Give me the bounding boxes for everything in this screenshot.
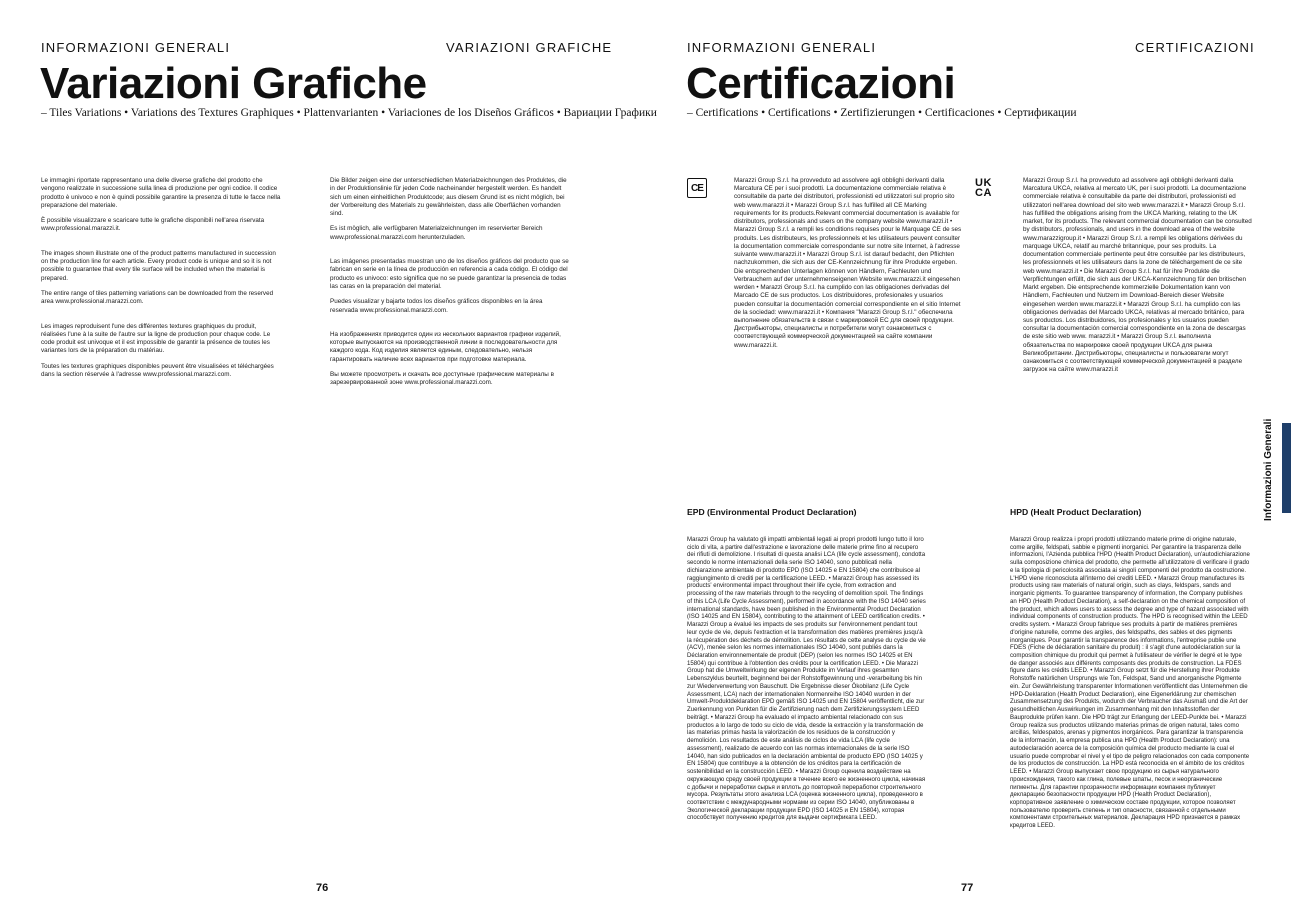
ukca-mark-icon	[975, 178, 992, 199]
left-section-label: INFORMAZIONI GENERALI	[41, 40, 231, 55]
paragraph: На изображениях приводится один из нескольких вариантов графики изделий, которые выпускаются на производственной линии в последовательности для каждого кода. Код изделия является единым, следовательно, нельзя гарантировать наличие всех вариантов при подготовке материала.	[330, 330, 561, 363]
left-text-column-1	[41, 177, 283, 386]
left-text-column-2	[330, 177, 572, 395]
ce-certification-text: Marazzi Group S.r.l. ha provveduto ad assolvere agli obblighi derivanti dalla Marcatura CE per i suoi prodotti. La documentazione commerciale relativa è consultabile da parte dei distributori, professionisti ed utilizzatori sul proprio sito web www.marazzi.it • Marazzi Group S.r.l. has fulfilled all CE Marking requirements for its products.Relevant commercial documentation is available for distributors, professionals and users on the company website www.marazzi.it • Marazzi Group S.r.l. a rempli les conditions requises pour le Marquage CE de ses produits. Les distributeurs, les professionnels et les utilisateurs peuvent consulter la documentation commerciale correspondante sur notre site Internet, à l'adresse suivante www.marazzi.it • Marazzi Group S.r.l. ist darauf bedacht, den Pflichten nachzukommen, die sich aus der CE-Kennzeichnung für ihre Produkte ergeben. Die entsprechenden Unterlagen können von Händlern, Fachleuten und Verbrauchern auf der unternehmenseigenen Website www.marazzi.it eingesehen werden • Marazzi Group S.r.l. ha cumplido con las obligaciones derivadas del Marcado CE de sus productos. Los distribuidores, profesionales y usuarios pueden consultar la documentación comercial correspondiente en el sitio Internet de la sociedad: www.marazzi.it • Компания "Marazzi Group S.r.l." обеспечила выполнение обязательств в связи с маркировкой ЕС для своей продукции. Дистрибьюторы, специалисты и потребители могут ознакомиться с соответствующей коммерческой документацией на сайте компании www.marazzi.it.	[734, 177, 962, 349]
ukca-mark-top: UK	[975, 177, 992, 189]
left-page-number: 76	[316, 882, 329, 894]
right-page-subtitle: – Certifications • Certifications • Zertifizierungen • Certificaciones • Сертификации	[687, 107, 1077, 119]
epd-text: Marazzi Group ha valutato gli impatti ambientali legati ai propri prodotti lungo tutto il loro ciclo di vita, a partire dall'estrazione e lavorazione delle materie prime fino al recupero dei rifiuti di demolizione. I risultati di questa analisi LCA (life cycle assessment), condotta secondo le norme internazionali della serie ISO 14040, sono pubblicati nella dichiarazione ambientale di prodotto EPD (ISO 14025 e EN 15804) che contribuisce al raggiungimento di crediti per la certificazione LEED. • Marazzi Group has assessed its products' environmental impact throughout their life cycle, from extraction and processing of the raw materials through to the recycling of demolition spoil. The findings of this LCA (Life Cycle Assessment), performed in accordance with the ISO 14040 series international standards, have been published in the Environmental Product Declaration (ISO 14025 and EN 15804), contributing to the attainment of LEED certification credits. • Marazzi Group a évalué les impacts de ses produits sur l'environnement pendant tout leur cycle de vie, depuis l'extraction et la transformation des matières premières jusqu'à la récupération des déchets de démolition. Les résultats de cette analyse du cycle de vie (ACV), menée selon les normes internationales ISO 14040, sont publiés dans la Déclaration environnementale de produit (DEP) (selon les normes ISO 14025 et EN 15804) qui contribue à l'obtention des crédits pour la certification LEED. • Die Marazzi Group hat die Umweltwirkung der eigenen Produkte im Verlauf ihres gesamten Lebenszyklus beurteilt, beginnend bei der Rohstoffgewinnung und -verarbeitung bis hin zur Wiederverwertung von Bauschutt. Die Ergebnisse dieser Ökobilanz (Life Cycle Assessment, LCA) nach der internationalen Normenreihe ISO 14040 wurden in der Umwelt-Produktdeklaration EPD gemäß ISO 14025 und EN 15804 veröffentlicht, die zur Zuerkennung von Punkten für die Zertifizierung nach dem Zertifizierungssystem LEED beiträgt. • Marazzi Group ha evaluado el impacto ambiental relacionado con sus productos a lo largo de todo su ciclo de vida, desde la extracción y la transformación de las materias primas hasta la valorización de los residuos de la construcción y demolición. Los resultados de este análisis de ciclos de vida LCA (life cycle assessment), realizado de acuerdo con las normas internacionales de la serie ISO 14040, han sido publicados en la declaración ambiental de producto EPD (ISO 14025 y EN 15804) que contribuye a la obtención de los créditos para la certificación de sostenibilidad en la construcción LEED. • Marazzi Group оценила воздействие на окружающую среду своей продукции в течение всего ее жизненного цикла, начиная с добычи и переработки сырья и вплоть до повторной переработки строительного мусора. Результаты этого анализа LCA (оценка жизненного цикла), проведенного в соответствии с международными нормами из серии ISO 14040, опубликованы в Экологической декларации продукции EPD (ISO 14025 и EN 15804), которая способствует получению кредитов для выдачи сертификата LEED.	[687, 536, 926, 822]
ukca-certification-text: Marazzi Group S.r.l. ha provveduto ad assolvere agli obblighi derivanti dalla Marcatura UKCA, relativa al mercato UK, per i suoi prodotti. La documentazione commerciale relativa è consultabile da parte dei distributori, professionisti ed utilizzatori nell'area download del sito web www.marazzi.it • Marazzi Group S.r.l. has fulfilled the obligations arising from the UKCA Marking, relating to the UK market, for its products. The relevant commercial documentation can be consulted by distributors, professionals, and users in the download area of the website www.marazzigroup.it • Marazzi Group S.r.l. a rempli les obligations dérivées du marquage UKCA, relatif au marché britannique, pour ses produits. La documentation commerciale pertinente peut être consultée par les distributeurs, les professionnels et les utilisateurs dans la zone de téléchargement de ce site web www.marazzi.it • Die Marazzi Group S.r.l. hat für ihre Produkte die Verpflichtungen erfüllt, die sich aus der UKCA-Kennzeichnung für den britischen Markt ergeben. Die entsprechende kommerzielle Dokumentation kann von Händlern, Fachleuten und Nutzern im Download-Bereich dieser Website eingesehen werden www.marazzi.it • Marazzi Group S.r.l. ha cumplido con las obligaciones derivadas del Marcado UKCA, relativas al mercado británico, para sus productos. Los distribuidores, los profesionales y los usuarios pueden consultar la documentación comercial correspondiente en la zona de descargas de este sitio web www. marazzi.it • Marazzi Group S.r.l. выполнила обязательства по маркировке своей продукции UKCA для рынка Великобритании. Дистрибьюторы, специалисты и пользователи могут ознакомиться с соответствующей коммерческой документацией в разделе загрузок на сайте www.marazzi.it	[1023, 177, 1252, 374]
paragraph: The images shown illustrate one of the product patterns manufactured in succession on the production line for each article. Every product code is unique and so it is not possible to guarantee that every tile surface will be included when the material is prepared.	[41, 249, 276, 282]
paragraph: Le immagini riportate rappresentano una delle diverse grafiche del prodotto che vengono realizzate in successione sulla linea di produzione per ogni codice. Il codice prodotto è univoco e non è quindi possibile garantire la presenza di tutte le facce nella preparazione del materiale.	[41, 177, 281, 209]
hpd-text: Marazzi Group realizza i propri prodotti utilizzando materie prime di origine naturale, come argille, feldspati, sabbie e pigmenti inorganici. Per garantire la trasparenza delle informazioni, l'Azienda pubblica l'HPD (Health Product Declaration), un'autodichiarazione sulla composizione chimica del prodotto, che permette all'utilizzatore di verificare il grado e la tipologia di pericolosità associata ai singoli componenti del prodotto da costruzione. L'HPD viene riconosciuta all'interno dei crediti LEED. • Marazzi Group manufactures its products using raw materials of natural origin, such as clays, feldspars, sands and inorganic pigments. To guarantee transparency of information, the Company publishes an HPD (Health Product Declaration), a self-declaration on the chemical composition of the product, which allows users to assess the degree and type of hazard associated with individual components of construction products. The HPD is recognised within the LEED credits system. • Marazzi Group fabrique ses produits à partir de matières premières d'origine naturelle, comme des argiles, des feldspaths, des sables et des pigments inorganiques. Pour garantir la transparence des informations, l'entreprise publie une FDES (Fiche de déclaration sanitaire du produit) : il s'agit d'une autodéclaration sur la composition chimique du produit qui permet à l'utilisateur de vérifier le degré et le type de danger associés aux différents composants des produits de construction. La FDES figure dans les crédits LEED. • Marazzi Group setzt für die Herstellung ihrer Produkte Rohstoffe natürlichen Ursprungs wie Ton, Feldspat, Sand und anorganische Pigmente ein. Zur Gewährleistung transparenter Informationen veröffentlicht das Unternehmen die HPD-Deklaration (Health Product Declaration), eine Eigenerklärung zur chemischen Zusammensetzung des Produkts, wodurch der Verbraucher das Ausmaß und die Art der gesundheitlichen Auswirkungen im Zusammenhang mit den Inhaltsstoffen der Bauprodukte prüfen kann. Die HPD trägt zur Erlangung der LEED-Punkte bei. • Marazzi Group realiza sus productos utilizando materias primas de origen natural, tales como arcillas, feldespatos, arenas y pigmentos inorgánicos. Para garantizar la transparencia de la información, la empresa publica una HPD (Health Product Declaration): una autodeclaración acerca de la composición química del producto mediante la cual el usuario puede comprobar el nivel y el tipo de peligro relacionados con cada componente de los productos de construcción. La HPD está reconocida en el ámbito de los créditos LEED. • Marazzi Group выпускает свою продукцию из сырья натурального происхождения, такого как глина, полевые шпаты, песок и неорганические пигменты. Для гарантии прозрачности информации компания публикует декларацию безопасности продукции HPD (Health Product Declaration), корпоративное заявление о химическом составе продукции, которое позволяет пользователю проверить степень и тип опасности, связанной с отдельными компонентами строительных материалов. Декларация HPD признается в рамках кредитов LEED.	[1010, 536, 1250, 830]
ce-mark-icon: CE	[687, 178, 707, 198]
right-page-title: Certificazioni	[686, 59, 956, 108]
paragraph: È possibile visualizzare e scaricare tutte le grafiche disponibili nell'area riservata www.professional.marazzi.it.	[41, 217, 265, 233]
paragraph: Die Bilder zeigen eine der unterschiedlichen Materialzeichnungen des Produktes, die in der Produktionslinie für jeden Code nacheinander hergestellt werden. Es handelt sich um einen einheitlichen Produktcode; aus diesem Grund ist es nicht möglich, bei der Vorbereitung des Materials zu gewährleisten, dass alle Oberflächen vorhanden sind.	[330, 177, 567, 218]
epd-title: EPD (Environmental Product Declaration)	[687, 507, 857, 517]
ukca-mark-bottom: CA	[975, 187, 992, 200]
paragraph: Toutes les textures graphiques disponibles peuvent être visualisées et téléchargées dans la section réservée à l'adresse www.professional.marazzi.com.	[41, 362, 274, 379]
left-page-subtitle: – Tiles Variations • Variations des Textures Graphiques • Plattenvarianten • Variaciones de los Diseños Gráficos • Вариации Графики	[41, 107, 657, 119]
paragraph: Вы можете просмотреть и скачать все доступные графические материалы в зарезервированной зоне www.professional.marazzi.com.	[330, 371, 554, 387]
side-tab-label: Informazioni Generali	[1263, 418, 1274, 521]
paragraph: Puedes visualizar y bajarte todos los diseños gráficos disponibles en la área reservada www.professional.marazzi.com.	[330, 298, 543, 314]
right-page-label: CERTIFICAZIONI	[1135, 40, 1255, 55]
left-page-title: Variazioni Grafiche	[40, 59, 427, 108]
paragraph: Las imágenes presentadas muestran uno de los diseños gráficos del producto que se fabrican en serie en la línea de producción en referencia a cada código. El código del producto es univoco: esto significa que no se puede garantizar la presencia de todas las caras en la preparación del material.	[330, 258, 569, 290]
left-page-label: VARIAZIONI GRAFICHE	[446, 40, 613, 55]
paragraph: Es ist möglich, alle verfügbaren Materialzeichnungen im reservierter Bereich www.professional.marazzi.com herunterzuladen.	[330, 225, 543, 241]
right-section-label: INFORMAZIONI GENERALI	[687, 40, 877, 55]
side-tab-marker	[1282, 423, 1291, 513]
paragraph: The entire range of tiles patterning variations can be downloaded from the reserved area www.professional.marazzi.com.	[41, 289, 274, 306]
paragraph: Les images reproduisent l'une des différentes textures graphiques du produit, réalisées l'une à la suite de l'autre sur la ligne de production pour chaque code. Le code produit est univoque et il est impossible de garantir la présence de toutes les variantes lors de la préparation du matériau.	[41, 322, 271, 355]
hpd-title: HPD (Healt Product Declaration)	[1010, 507, 1142, 517]
right-page-number: 77	[961, 882, 974, 894]
